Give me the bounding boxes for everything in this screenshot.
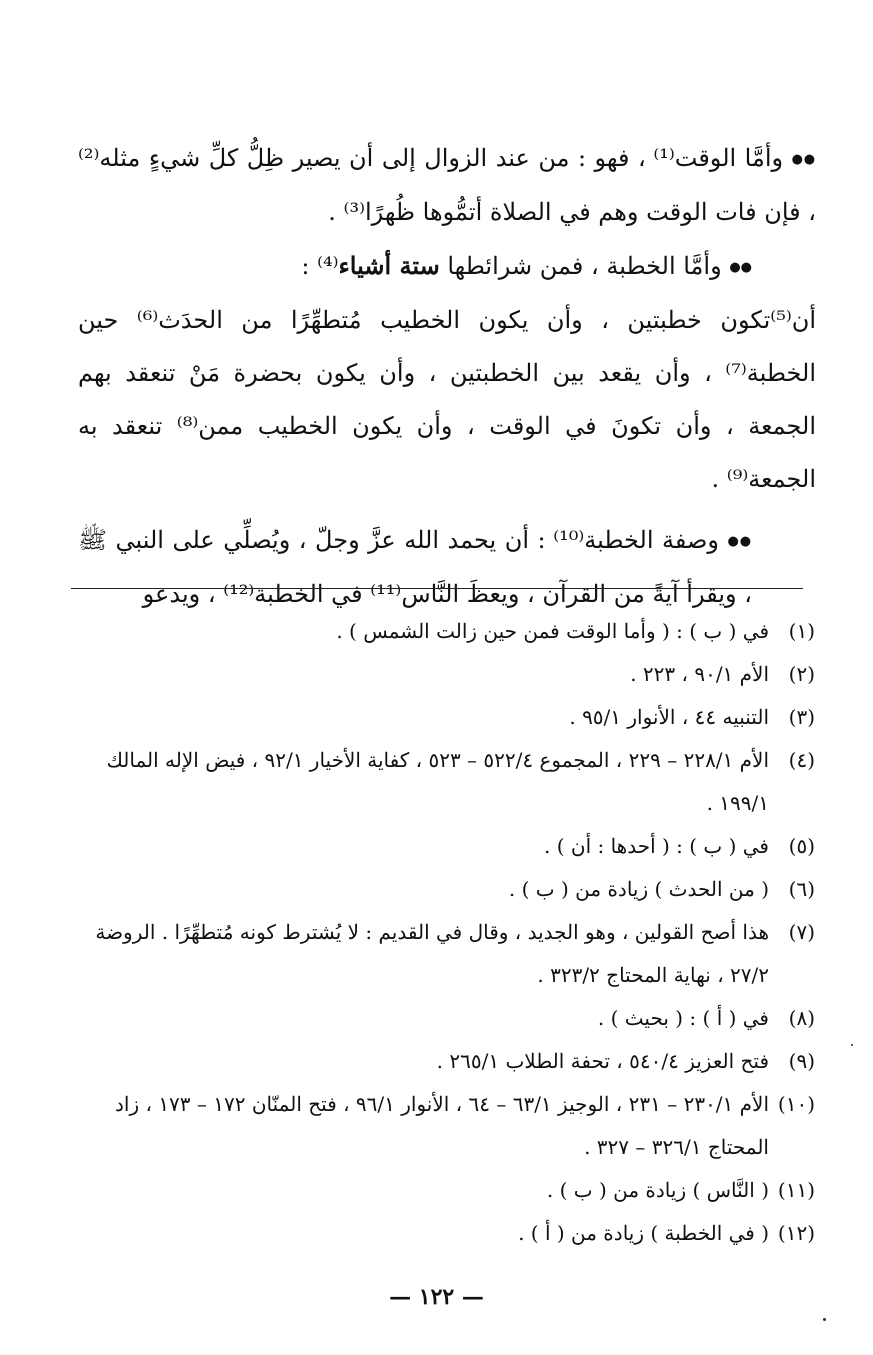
- paragraph-sermon-conditions: [78, 239, 816, 294]
- footnote-text: هذا أصح القولين ، وهو الجديد ، وقال في القديم : لا يُشترط كونه مُتطهِّرًا . الروضة ٢٧/٢ ، نهاية المحتاج ٣٢٣/٢ .: [95, 920, 769, 987]
- footnote-number: (٥): [788, 834, 815, 858]
- paragraph-text: وصفة الخطبة⁽¹⁰⁾ : أن يحمد الله عزَّ وجلّ ، ويُصلِّي على النبي ﷺ ، ويقرأ آيةً من القرآن ، ويعظَ النَّاس⁽¹¹⁾ في الخطبة⁽¹²⁾ ، ويدعو: [78, 526, 752, 608]
- footnote-text: في ( ب ) : ( أحدها : أن ) .: [544, 834, 769, 858]
- footnote-item: [95, 1169, 815, 1212]
- footnote-item: [95, 997, 815, 1040]
- footnote-number: (١): [788, 619, 815, 643]
- footnote-divider: [71, 588, 803, 589]
- footnote-text: الأم ٢٣٠/١ – ٢٣١ ، الوجيز ٦٣/١ – ٦٤ ، الأنوار ٩٦/١ ، فتح المنّان ١٧٢ – ١٧٣ ، زاد المحتاج ٣٢٦/١ – ٣٢٧ .: [115, 1092, 769, 1159]
- footnote-number: (١٢): [777, 1221, 815, 1245]
- footnotes-list: [95, 610, 815, 1255]
- main-text: [78, 132, 816, 621]
- footnote-number: (٤): [788, 748, 815, 772]
- scan-speck: [851, 1044, 853, 1046]
- footnote-text: فتح العزيز ٥٤٠/٤ ، تحفة الطلاب ٢٦٥/١ .: [436, 1049, 769, 1073]
- footnote-text: التنبيه ٤٤ ، الأنوار ٩٥/١ .: [569, 705, 769, 729]
- footnote-item: [95, 1212, 815, 1255]
- footnote-item: [95, 610, 815, 653]
- paragraph-marker: ●●: [727, 534, 752, 549]
- paragraph-text: وأمَّا الوقت⁽¹⁾ ، فهو : من عند الزوال إلى أن يصير ظِلُّ كلِّ شيءٍ مثله⁽²⁾ ، فإن فات الوقت وهم في الصلاة أتمُّوها ظُهرًا⁽³⁾ .: [78, 144, 816, 226]
- footnote-number: (٣): [788, 705, 815, 729]
- footnote-text: ( في الخطبة ) زيادة من ( أ ) .: [518, 1221, 769, 1245]
- paragraph-text: ⁽⁴⁾ :: [301, 252, 339, 280]
- footnote-text: في ( أ ) : ( بحيث ) .: [597, 1006, 769, 1030]
- footnote-item: [95, 868, 815, 911]
- footnote-text: الأم ٢٢٨/١ – ٢٢٩ ، المجموع ٥٢٢/٤ – ٥٢٣ ، كفاية الأخيار ٩٢/١ ، فيض الإله المالك ١٩٩/١ .: [106, 748, 769, 815]
- footnote-text: ( النَّاس ) زيادة من ( ب ) .: [546, 1178, 769, 1202]
- footnote-number: (١١): [777, 1178, 815, 1202]
- footnote-number: (٢): [788, 662, 815, 686]
- paragraph-conditions-list: [78, 294, 816, 506]
- footnote-text: الأم ٩٠/١ ، ٢٢٣ .: [630, 662, 769, 686]
- footnote-item: [95, 696, 815, 739]
- paragraph-sermon-description: [78, 514, 816, 621]
- footnote-item: [95, 653, 815, 696]
- footnote-item: [95, 911, 815, 997]
- paragraph-bold-text: ستة أشياء: [338, 251, 440, 280]
- footnote-item: [95, 825, 815, 868]
- paragraph-text: أن⁽⁵⁾تكون خطبتين ، وأن يكون الخطيب مُتطهِّرًا من الحدَث⁽⁶⁾ حين الخطبة⁽⁷⁾ ، وأن يقعد بين الخطبتين ، وأن يكون بحضرة مَنْ تنعقد بهم الجمعة ، وأن تكونَ في الوقت ، وأن يكون الخطيب ممن⁽⁸⁾ تنعقد به الجمعة⁽⁹⁾ .: [78, 306, 817, 493]
- scan-speck: [823, 1318, 826, 1321]
- footnote-item: [95, 1040, 815, 1083]
- paragraph-text: وأمَّا الخطبة ، فمن شرائطها: [439, 252, 722, 280]
- footnote-text: ( من الحدث ) زيادة من ( ب ) .: [508, 877, 769, 901]
- footnote-number: (٩): [788, 1049, 815, 1073]
- footnote-number: (٧): [788, 920, 815, 944]
- paragraph-marker: ●●: [791, 152, 817, 167]
- paragraph-marker: ●●: [729, 260, 752, 275]
- footnote-item: [95, 1083, 815, 1169]
- page-number: — ١٢٢ —: [389, 1284, 484, 1310]
- footnote-item: [95, 739, 815, 825]
- footnote-number: (١٠): [777, 1092, 815, 1116]
- paragraph-time: [78, 132, 816, 239]
- footnote-number: (٨): [788, 1006, 815, 1030]
- footnote-text: في ( ب ) : ( وأما الوقت فمن حين زالت الشمس ) .: [336, 619, 769, 643]
- footnote-number: (٦): [788, 877, 815, 901]
